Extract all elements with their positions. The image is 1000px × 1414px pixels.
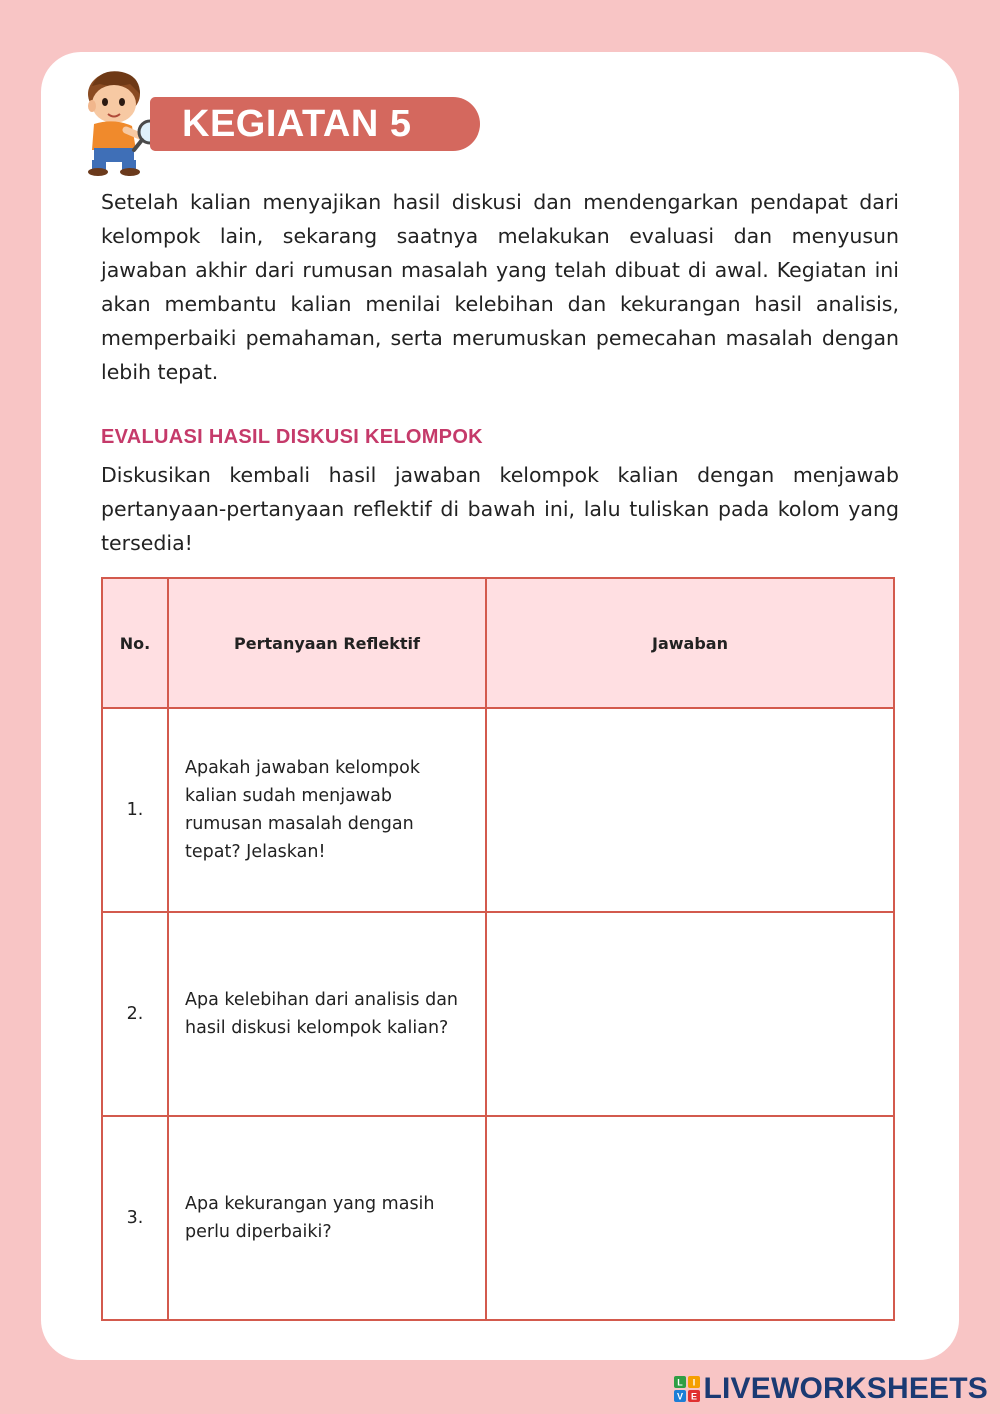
answer-cell[interactable] <box>486 912 894 1116</box>
row-number: 2. <box>102 912 168 1116</box>
reflective-question: Apa kekurangan yang masih perlu diperbaiki? <box>168 1116 486 1320</box>
reflection-table <box>101 577 895 1321</box>
brand-name: LIVEWORKSHEETS <box>703 1372 988 1405</box>
intro-paragraph: Setelah kalian menyajikan hasil diskusi dan mendengarkan pendapat dari kelompok lain, sekarang saatnya melakukan evaluasi dan menyusun jawaban akhir dari rumusan masalah yang telah dibuat di awal. Kegiatan ini akan membantu kalian menilai kelebihan dan kekurangan hasil analisis, memperbaiki pemahaman, serta merumuskan pemecahan masalah dengan lebih tepat. <box>101 190 899 384</box>
liveworksheets-brand <box>674 1374 989 1404</box>
answer-cell[interactable] <box>486 1116 894 1320</box>
reflective-question: Apakah jawaban kelompok kalian sudah menjawab rumusan masalah dengan tepat? Jelaskan! <box>168 708 486 912</box>
section-heading: EVALUASI HASIL DISKUSI KELOMPOK <box>101 426 483 448</box>
table-row <box>102 708 894 912</box>
table-row <box>102 1116 894 1320</box>
svg-text:E: E <box>690 1391 697 1402</box>
reflective-question: Apa kelebihan dari analisis dan hasil diskusi kelompok kalian? <box>168 912 486 1116</box>
answer-cell[interactable] <box>486 708 894 912</box>
row-number: 1. <box>102 708 168 912</box>
header-answer: Jawaban <box>486 578 894 708</box>
liveworksheets-logo-icon <box>674 1376 700 1402</box>
table-row <box>102 912 894 1116</box>
activity-title: KEGIATAN 5 <box>150 97 480 151</box>
svg-text:L: L <box>676 1377 683 1388</box>
header-question: Pertanyaan Reflektif <box>168 578 486 708</box>
svg-text:V: V <box>676 1391 683 1402</box>
header-no: No. <box>102 578 168 708</box>
instruction-paragraph: Diskusikan kembali hasil jawaban kelompok kalian dengan menjawab pertanyaan-pertanyaan reflektif di bawah ini, lalu tuliskan pada kolom yang tersedia! <box>101 463 899 555</box>
row-number: 3. <box>102 1116 168 1320</box>
table-header-row <box>102 578 894 708</box>
svg-text:I: I <box>692 1377 695 1388</box>
